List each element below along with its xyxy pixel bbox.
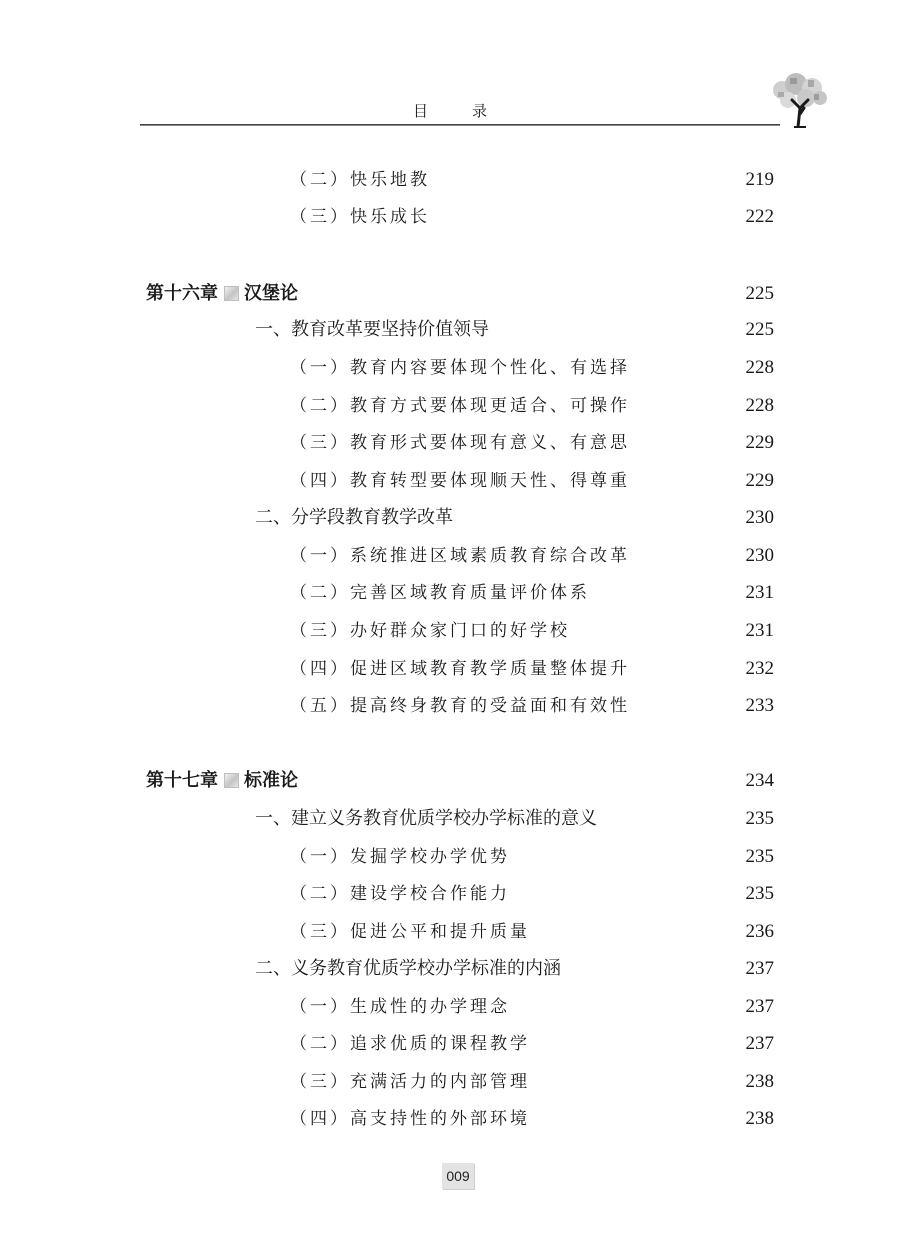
toc-entry-title: 一、教育改革要坚持价值领导	[255, 319, 489, 340]
toc-page-number: 228	[745, 357, 774, 378]
toc-entry-title: （四）促进区域教育教学质量整体提升	[290, 659, 630, 679]
toc-page-number: 237	[745, 1033, 774, 1054]
toc-entry-title: （三）促进公平和提升质量	[290, 922, 530, 942]
toc-entry-title: （四）高支持性的外部环境	[290, 1109, 530, 1129]
toc-page-number: 230	[745, 545, 774, 566]
chapter-number: 第十六章	[146, 283, 218, 304]
toc-entry-title: （三）办好群众家门口的好学校	[290, 621, 570, 641]
toc-page-number: 229	[745, 432, 774, 453]
toc-page-number: 234	[745, 770, 774, 791]
square-marker-icon	[224, 773, 239, 788]
toc-entry-title: （二）建设学校合作能力	[290, 884, 510, 904]
chapter-title: 标准论	[244, 770, 298, 791]
page-number-badge: 009	[442, 1163, 474, 1189]
square-marker-icon	[224, 286, 239, 301]
toc-entry-title: （一）生成性的办学理念	[290, 997, 510, 1017]
toc-entry-title: （一）系统推进区域素质教育综合改革	[290, 546, 630, 566]
toc-entry-title: （五）提高终身教育的受益面和有效性	[290, 696, 630, 716]
toc-page-number: 236	[745, 921, 774, 942]
toc-page-number: 238	[745, 1108, 774, 1129]
toc-entry-title: （四）教育转型要体现顺天性、得尊重	[290, 471, 630, 491]
toc-entry-title: （二）完善区域教育质量评价体系	[290, 583, 590, 603]
toc-entry-title: （二）教育方式要体现更适合、可操作	[290, 396, 630, 416]
tree-logo-icon	[768, 70, 830, 128]
toc-page-number: 225	[745, 283, 774, 304]
toc-page-number: 230	[745, 507, 774, 528]
chapter-title: 汉堡论	[244, 283, 298, 304]
toc-entry-title: 一、建立义务教育优质学校办学标准的意义	[255, 808, 597, 829]
header-rule	[140, 124, 780, 126]
toc-page-number: 232	[745, 658, 774, 679]
toc-page-number: 229	[745, 470, 774, 491]
toc-entry-title: （一）教育内容要体现个性化、有选择	[290, 358, 630, 378]
toc-entry-title: （三）快乐成长	[290, 207, 430, 227]
toc-page-number: 235	[745, 846, 774, 867]
running-header-title: 目录	[412, 102, 531, 120]
toc-entry-title: 二、义务教育优质学校办学标准的内涵	[255, 958, 561, 979]
toc-page-number: 235	[745, 883, 774, 904]
toc-page-number: 238	[745, 1071, 774, 1092]
toc-entry-title: （一）发掘学校办学优势	[290, 847, 510, 867]
toc-page-number: 225	[745, 319, 774, 340]
toc-entry-title: （二）快乐地教	[290, 170, 430, 190]
toc-page-number: 231	[745, 582, 774, 603]
chapter-number: 第十七章	[146, 770, 218, 791]
toc-entry-title: （三）教育形式要体现有意义、有意思	[290, 433, 630, 453]
toc-page-number: 222	[745, 206, 774, 227]
toc-page-number: 237	[745, 996, 774, 1017]
toc-page-number: 235	[745, 808, 774, 829]
toc-entry-title: 二、分学段教育教学改革	[255, 507, 453, 528]
toc-page-number: 233	[745, 695, 774, 716]
toc-entry-title: （三）充满活力的内部管理	[290, 1072, 530, 1092]
toc-page-number: 237	[745, 958, 774, 979]
chapter-heading	[146, 766, 298, 796]
toc-page-number: 228	[745, 395, 774, 416]
chapter-heading	[146, 279, 298, 309]
toc-entry-title: （二）追求优质的课程教学	[290, 1034, 530, 1054]
toc-page-number: 219	[745, 169, 774, 190]
toc-page-number: 231	[745, 620, 774, 641]
